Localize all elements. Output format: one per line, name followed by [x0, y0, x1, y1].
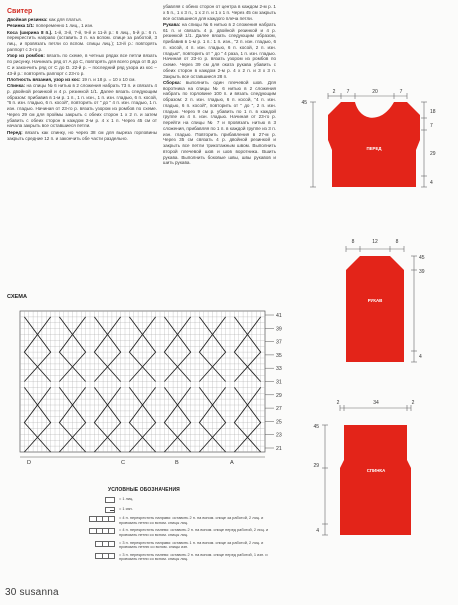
stitch-symbol-icon: [95, 553, 115, 559]
front-pattern: [301, 89, 435, 187]
chart-row-label: 37: [276, 339, 282, 346]
chart-row-label: 21: [276, 446, 282, 452]
page-footer: [5, 587, 59, 598]
chart-col-label: C: [121, 460, 126, 466]
front-dim-top-2: 20: [372, 89, 378, 95]
legend: [77, 497, 277, 565]
knitting-chart: [20, 311, 265, 452]
instruction-text: 1-й, 3-й, 7-й, 9-й и 11-й р.: 6 лиц., 5-й р.: 6 п. перекрестить направо (оставить 3 п. на вспом. спице за работой, 3 лиц., и провязать петли со вспом. спицы лиц.); 13-й р.: повторять раппорт с 3-го р.: [7, 29, 157, 52]
sleeve-dim-top-2: 8: [395, 239, 399, 245]
stitch-symbol-icon: [89, 516, 115, 522]
legend-item: [77, 553, 277, 561]
instruction-text: убавляя с обеих сторон от центра в каждом 2-м р. 1 х 5 п., 1 х 3 п., 1 х 2 п. и 1 х 1 п. Через 45 см закрыть все оставшиеся для каждого плеча петли.: [163, 4, 276, 21]
sleeve-dim-top-1: 12: [372, 239, 378, 245]
back-dim-top-0: 2: [336, 400, 340, 406]
stitch-symbol-icon: [89, 528, 115, 534]
stitch-symbol-icon: [95, 541, 115, 547]
back-dim-side-1: 29: [313, 463, 319, 469]
stitch-symbol-icon: [105, 507, 115, 513]
chart-row-label: 29: [276, 392, 282, 399]
sleeve-label: РУКАВ: [367, 298, 383, 303]
instruction-heading: Спинка:: [7, 83, 26, 89]
legend-text: = 1 изн.: [119, 505, 133, 511]
chart-row-label: 31: [276, 379, 282, 386]
instruction-heading: Сборка:: [163, 79, 182, 85]
legend-text: = 1 лиц.: [119, 496, 134, 501]
legend-item: [77, 541, 277, 549]
schema-title: СХЕМА: [7, 294, 27, 300]
front-label: ПЕРЕД: [366, 146, 382, 151]
instruction-heading: Узор из ромбов:: [7, 53, 45, 59]
front-shape: [328, 102, 420, 187]
chart-col-label: A: [230, 460, 234, 466]
back-dim-top-2: 2: [411, 400, 415, 406]
front-dim-top-0: 2: [332, 89, 336, 95]
instruction-text: выполнить один плечевой шов. Для воротника на спицы № 6 нитью в 2 сложения набрать по горловине 100 п. и вязать следующим образом: 2 п. изн. гладью, 6 п. косой, "4 п. изн. гладью, 6 п. косой", повторить от " до ", 2 п. изн. гладью. Через 9 см р. убавить по 1 п. в каждой группе из 4 п. изн. гладью. Начиная от 23-го р. перейти на спицы № 7 и провязать нитью в 3 сложения, прибавляя по 1 п. в каждой группе из 3 п. изн. гладью. Повторить прибавления в 27-м р. Через 35 см связать 4 р. двойной резинкой и закрыть все петли трикотажным швом. Выполнить второй плечевой шов и шов воротника. Вшить рукава. Выполнить боковые швы, швы рукавов и шить рукава.: [163, 79, 276, 166]
back-dim-side-2: 4: [316, 528, 319, 534]
instruction-text: на спицы № 6 нитью в 2 сложения набрать 73 п. и связать 4 р. двойной резинкой и 4 р. резинкой 1/1. Далее вязать следующим образом: прибавив в 1-м р. 1 п., 1 п. изн., 1 п. изн. гладью, 6 п. косой, "6 п. изн. гладью, 6 п. косой", повторить от " до " 4 п. изн. гладью, 1 п. изн. гладью. Начиная от 23-го р. вязать узором из ромбов по схеме. Через 29 см для проймы закрыть с обеих сторон 1 х 2 п. и затем убавить с обеих сторон в каждом 2-м р. 4 х 1 п. Через 45 см от начала закрыть все оставшиеся петли.: [7, 83, 157, 129]
chart-row-label: 25: [276, 419, 282, 426]
chart-row-label: 35: [276, 352, 282, 359]
sleeve-dim-top-0: 8: [351, 239, 355, 245]
legend-text: = 4 п. перекрестить налево: оставить 2 п. на вспом. спице перед работой, 2 лиц. и провязать петли со вспом. спицы лиц.: [119, 527, 269, 537]
instruction-text: 19 п. и 18 р. = 10 х 10 см.: [80, 76, 136, 82]
front-dim-top-1: 7: [346, 89, 350, 95]
instruction-text: на спицы № 6 нитью в 2 сложения набрать 61 п. и связать 4 р. двойной резинкой и 4 р. резинкой 1/1. Далее вязать следующим образом, прибавив в 1-м р. 1 п.: 1 п. изн., "2 п. изн. гладью, 6 п. косой, 4 п. изн. гладью, 6 п. косой, 2 п. изн. гладью", повторить от " до " 4 раза, 1 п. изн. гладью. Начиная от 23-го р. вязать узором из ромбов по схеме. Через 39 см для окатa рукава убавить с обеих сторон в каждом 2-м р. 4 х 2 п. и 3 х 3 п. Закрыть все оставшиеся 28 п.: [163, 21, 276, 79]
legend-text: = 3 п. перекрестить направо: оставить 1 п. на вспом. спице за работой, 2 лиц. и провязать петлю со вспом. спицы изн.: [119, 539, 264, 549]
instruction-heading: Резинка 1/1:: [7, 23, 35, 29]
front-dim-side-3: 29: [430, 151, 436, 157]
instruction-heading: Рукава:: [163, 21, 181, 27]
front-dim-side-0: 45: [301, 100, 307, 106]
back-label: СПИНКА: [366, 468, 386, 473]
back-pattern: [313, 400, 414, 535]
chart-col-label: D: [27, 460, 32, 466]
legend-item: [77, 516, 277, 524]
chart-col-label: B: [175, 460, 179, 466]
chart-row-label: 27: [276, 406, 282, 413]
sleeve-dim-side-2: 4: [419, 354, 422, 360]
chart-row-label: 41: [276, 313, 282, 319]
instruction-heading: Перед:: [7, 129, 23, 135]
legend-title: УСЛОВНЫЕ ОБОЗНАЧЕНИЯ: [108, 487, 180, 493]
legend-text: = 3 п. перекрестить налево: оставить 2 п. на вспом. спице перед работой, 1 изн. и провязать петли со вспом. спицы лиц.: [119, 551, 268, 561]
instruction-text: как для платья.: [47, 17, 82, 22]
page-number: 30: [5, 587, 17, 598]
front-dim-top-3: 7: [399, 89, 403, 95]
brand-name: susanna: [19, 587, 59, 598]
sleeve-dim-side-1: 39: [419, 269, 425, 275]
legend-item: [77, 507, 277, 513]
instruction-text: вязать по схеме, в четных рядах все петли вязать по рисунку. Начинать ряд от А до С, повторять для всего ряда от В до С и закончить ряд от С до D. 22-й р. – последний ряд узора из кос – 43-й р.: повторять раппорт с 23-го р.: [7, 53, 157, 76]
instruction-heading: Плотность вязания, узор из кос:: [7, 76, 81, 82]
legend-item: [77, 497, 277, 503]
chart-row-label: 33: [276, 366, 282, 373]
instruction-text: попеременно 1 лиц., 1 изн.: [34, 23, 94, 29]
back-shape: [340, 425, 411, 535]
sleeve-dim-side-0: 45: [419, 255, 425, 261]
legend-item: [77, 528, 277, 536]
legend-text: = 4 п. перекрестить направо: оставить 2 п. на вспом. спице за работой, 2 лиц. и провязать петли со вспом. спицы лиц.: [119, 515, 264, 525]
chart-row-label: 39: [276, 326, 282, 333]
pattern-title: Свитер: [7, 8, 33, 15]
instruction-heading: Двойная резинка:: [7, 17, 48, 22]
sleeve-shape: [346, 256, 404, 362]
front-dim-side-2: 7: [430, 123, 433, 129]
instruction-text: вязать как спинку, но через 38 см для выреза горловины закрыть средние 12 п. и закончить обе части раздельно.: [7, 129, 157, 141]
back-dim-top-1: 34: [373, 400, 379, 406]
stitch-symbol-icon: [105, 497, 115, 503]
chart-row-label: 23: [276, 432, 282, 439]
back-dim-side-0: 45: [313, 424, 319, 430]
sleeve-pattern: [346, 239, 425, 362]
front-dim-side-1: 18: [430, 109, 436, 115]
front-dim-side-4: 4: [430, 180, 433, 186]
instruction-heading: Коса (ширина 8 п.).: [7, 29, 53, 35]
